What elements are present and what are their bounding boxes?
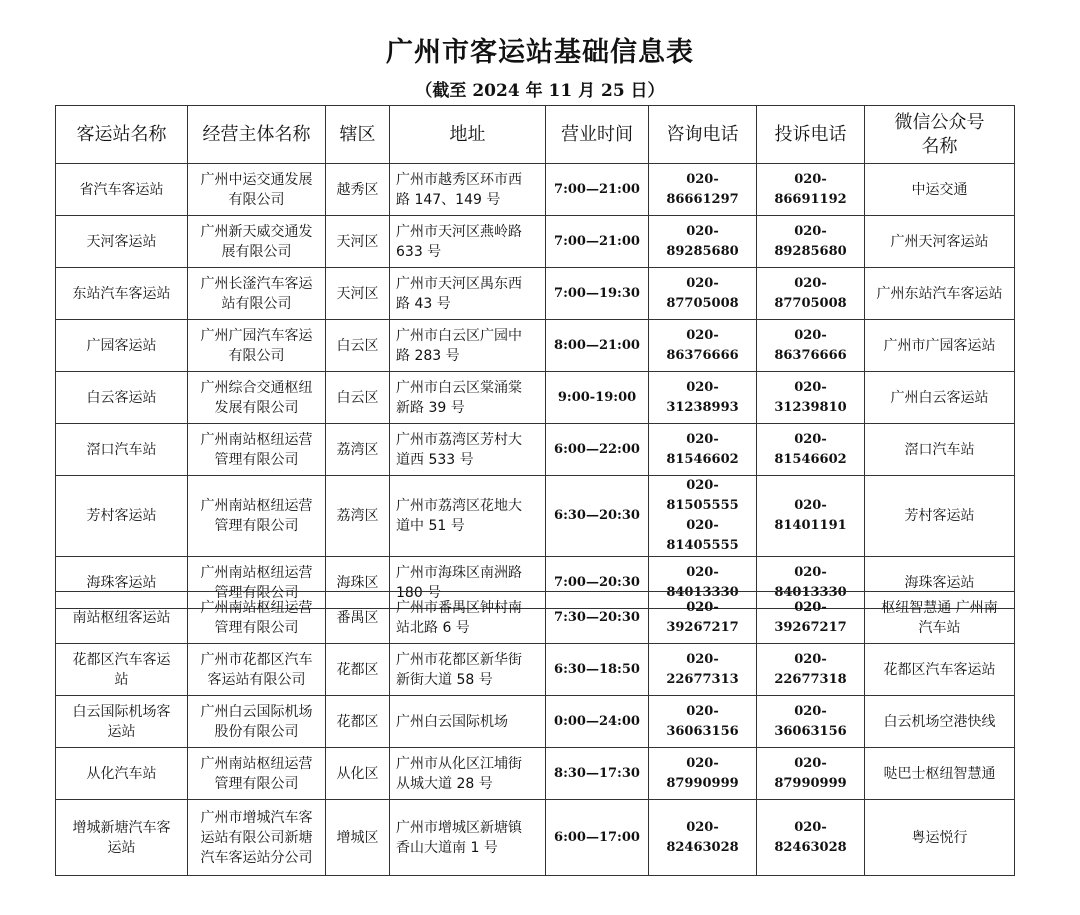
hours-cell: 8:00—21:00 [546,320,649,372]
complaint-phone-cell: 020-82463028 [757,800,865,876]
address-cell: 广州市番禺区钟村南 站北路 6 号 [390,592,546,644]
wechat-cell: 芳村客运站 [865,476,1015,557]
complaint-phone-cell: 020-31239810 [757,372,865,424]
district-cell: 增城区 [326,800,390,876]
station-name-cell: 滘口汽车站 [56,424,188,476]
inquiry-phone-cell: 020-31238993 [649,372,757,424]
operator-cell: 广州南站枢纽运营 管理有限公司 [188,424,326,476]
operator-cell: 广州市增城汽车客 运站有限公司新塘 汽车客运站分公司 [188,800,326,876]
inquiry-phone-cell: 020-82463028 [649,800,757,876]
complaint-phone-cell: 020-81401191 [757,476,865,557]
inquiry-phone-cell: 020-36063156 [649,696,757,748]
table-row [56,592,1015,644]
station-name-cell: 从化汽车站 [56,748,188,800]
inquiry-phone-cell: 020-86661297 [649,164,757,216]
column-header-district: 辖区 [326,106,390,164]
table-row [56,372,1015,424]
table-row [56,644,1015,696]
address-cell: 广州市白云区棠涌棠 新路 39 号 [390,372,546,424]
complaint-phone-cell: 020-86691192 [757,164,865,216]
inquiry-phone-cell: 020-84013330 [649,557,757,609]
page-title: 广州市客运站基础信息表 [386,37,694,68]
address-cell: 广州市从化区江埔街 从城大道 28 号 [390,748,546,800]
hours-cell: 6:00—17:00 [546,800,649,876]
district-cell: 白云区 [326,320,390,372]
inquiry-phone-cell: 020-22677313 [649,644,757,696]
address-cell: 广州市荔湾区花地大 道中 51 号 [390,476,546,557]
station-name-cell: 白云客运站 [56,372,188,424]
operator-cell: 广州广园汽车客运 有限公司 [188,320,326,372]
address-cell: 广州市增城区新塘镇 香山大道南 1 号 [390,800,546,876]
table-row [56,424,1015,476]
wechat-cell: 广州市广园客运站 [865,320,1015,372]
operator-cell: 广州南站枢纽运营 管理有限公司 [188,476,326,557]
table-row [56,748,1015,800]
address-cell: 广州市花都区新华街 新街大道 58 号 [390,644,546,696]
hours-cell: 7:00—19:30 [546,268,649,320]
operator-cell: 广州白云国际机场 股份有限公司 [188,696,326,748]
district-cell: 天河区 [326,216,390,268]
hours-cell: 6:00—22:00 [546,424,649,476]
table-row [56,216,1015,268]
district-cell: 从化区 [326,748,390,800]
operator-cell: 广州南站枢纽运营 管理有限公司 [188,592,326,644]
station-name-cell: 增城新塘汽车客 运站 [56,800,188,876]
column-header-inquiry-phone: 咨询电话 [649,106,757,164]
station-name-cell: 省汽车客运站 [56,164,188,216]
column-header-station-name: 客运站名称 [56,106,188,164]
district-cell: 花都区 [326,696,390,748]
complaint-phone-cell: 020-39267217 [757,592,865,644]
wechat-cell: 中运交通 [865,164,1015,216]
inquiry-phone-cell: 020-81546602 [649,424,757,476]
wechat-cell: 广州天河客运站 [865,216,1015,268]
column-header-hours: 营业时间 [546,106,649,164]
complaint-phone-cell: 020-87705008 [757,268,865,320]
complaint-phone-cell: 020-84013330 [757,557,865,609]
station-name-cell: 天河客运站 [56,216,188,268]
hours-cell: 7:00—21:00 [546,164,649,216]
hours-cell: 9:00-19:00 [546,372,649,424]
column-header-address: 地址 [390,106,546,164]
table-row [56,320,1015,372]
district-cell: 番禺区 [326,592,390,644]
hours-cell: 7:00—21:00 [546,216,649,268]
table-row [56,800,1015,876]
wechat-cell: 花都区汽车客运站 [865,644,1015,696]
column-header-wechat: 微信公众号 名称 [865,106,1015,164]
station-name-cell: 南站枢纽客运站 [56,592,188,644]
inquiry-phone-cell: 020-87990999 [649,748,757,800]
page-subtitle: （截至 2024 年 11 月 25 日） [415,81,665,101]
wechat-cell: 哒巴士枢纽智慧通 [865,748,1015,800]
inquiry-phone-cell: 020-81505555 020-81405555 [649,476,757,557]
wechat-cell: 粤运悦行 [865,800,1015,876]
station-name-cell: 花都区汽车客运 站 [56,644,188,696]
inquiry-phone-cell: 020-86376666 [649,320,757,372]
inquiry-phone-cell: 020-39267217 [649,592,757,644]
complaint-phone-cell: 020-36063156 [757,696,865,748]
operator-cell: 广州综合交通枢纽 发展有限公司 [188,372,326,424]
hours-cell: 6:30—18:50 [546,644,649,696]
station-name-cell: 芳村客运站 [56,476,188,557]
table-header-row [56,106,1015,164]
station-table-part-1 [55,105,1015,609]
column-header-operator: 经营主体名称 [188,106,326,164]
address-cell: 广州市荔湾区芳村大 道西 533 号 [390,424,546,476]
table-row [56,268,1015,320]
station-name-cell: 东站汽车客运站 [56,268,188,320]
operator-cell: 广州南站枢纽运营 管理有限公司 [188,748,326,800]
complaint-phone-cell: 020-87990999 [757,748,865,800]
hours-cell: 0:00—24:00 [546,696,649,748]
station-name-cell: 白云国际机场客 运站 [56,696,188,748]
table-row [56,696,1015,748]
district-cell: 白云区 [326,372,390,424]
inquiry-phone-cell: 020-87705008 [649,268,757,320]
district-cell: 荔湾区 [326,424,390,476]
wechat-cell: 广州白云客运站 [865,372,1015,424]
wechat-cell: 枢纽智慧通 广州南 汽车站 [865,592,1015,644]
column-header-complaint-phone: 投诉电话 [757,106,865,164]
address-cell: 广州市白云区广园中 路 283 号 [390,320,546,372]
address-cell: 广州市越秀区环市西 路 147、149 号 [390,164,546,216]
district-cell: 荔湾区 [326,476,390,557]
hours-cell: 8:30—17:30 [546,748,649,800]
table-row [56,164,1015,216]
wechat-cell: 广州东站汽车客运站 [865,268,1015,320]
inquiry-phone-cell: 020-89285680 [649,216,757,268]
hours-cell: 6:30—20:30 [546,476,649,557]
address-cell: 广州市天河区燕岭路 633 号 [390,216,546,268]
operator-cell: 广州长滏汽车客运 站有限公司 [188,268,326,320]
station-table-part-2 [55,591,1015,876]
district-cell: 海珠区 [326,557,390,609]
operator-cell: 广州南站枢纽运营 管理有限公司 [188,557,326,609]
operator-cell: 广州中运交通发展 有限公司 [188,164,326,216]
address-cell: 广州白云国际机场 [390,696,546,748]
address-cell: 广州市天河区禺东西 路 43 号 [390,268,546,320]
operator-cell: 广州市花都区汽车 客运站有限公司 [188,644,326,696]
complaint-phone-cell: 020-81546602 [757,424,865,476]
complaint-phone-cell: 020-22677318 [757,644,865,696]
wechat-cell: 白云机场空港快线 [865,696,1015,748]
district-cell: 花都区 [326,644,390,696]
wechat-cell: 滘口汽车站 [865,424,1015,476]
district-cell: 天河区 [326,268,390,320]
station-name-cell: 海珠客运站 [56,557,188,609]
operator-cell: 广州新天威交通发 展有限公司 [188,216,326,268]
complaint-phone-cell: 020-89285680 [757,216,865,268]
table-row [56,476,1015,557]
district-cell: 越秀区 [326,164,390,216]
station-name-cell: 广园客运站 [56,320,188,372]
hours-cell: 7:00—20:30 [546,557,649,609]
address-cell: 广州市海珠区南洲路 180 号 [390,557,546,609]
complaint-phone-cell: 020-86376666 [757,320,865,372]
hours-cell: 7:30—20:30 [546,592,649,644]
wechat-cell: 海珠客运站 [865,557,1015,609]
